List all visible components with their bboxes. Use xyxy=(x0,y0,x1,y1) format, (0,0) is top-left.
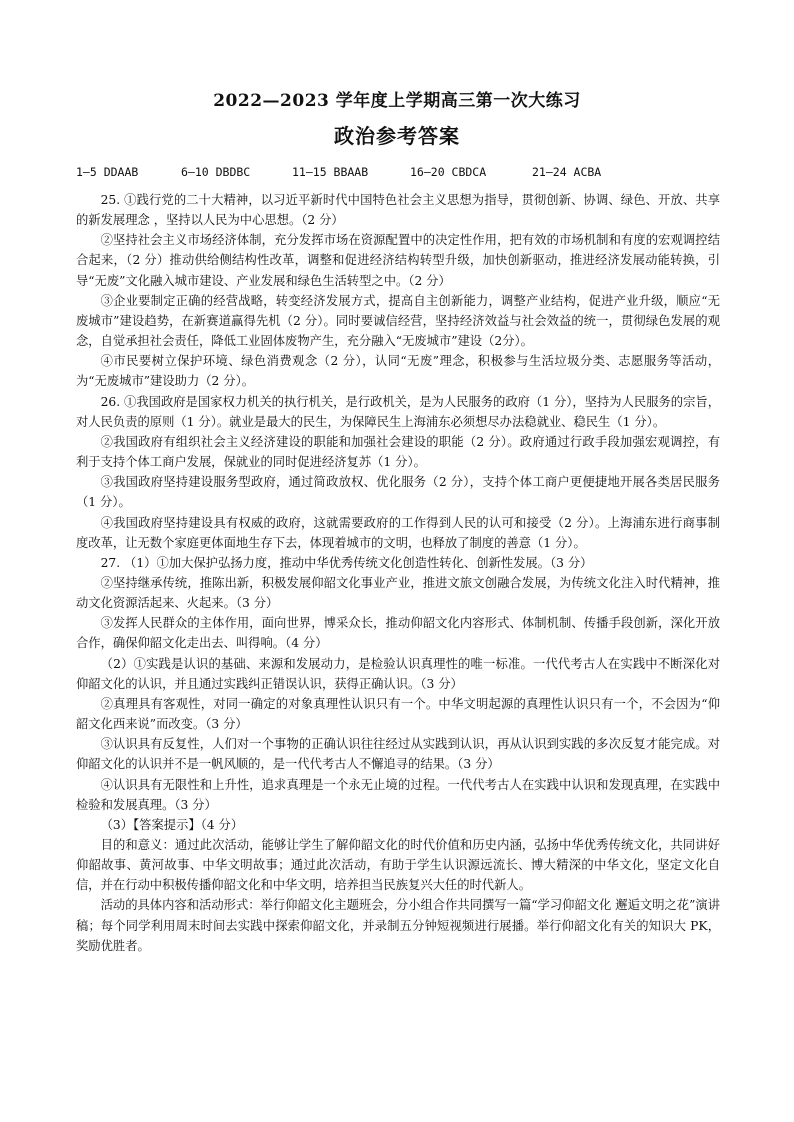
mc-group-1: 1–5 DDAAB xyxy=(76,165,139,179)
q27-2-point-4: ④认识具有无限性和上升性，追求真理是一个永无止境的过程。一代代考古人在实践中认识和发现真理，在实践中检验和发展真理。（3 分） xyxy=(76,777,720,812)
q27-3-heading: （3）【答案提示】（4 分） xyxy=(100,817,244,832)
page-subtitle: 政治参考答案 xyxy=(334,124,460,148)
q27-3-activity: 活动的具体内容和活动形式：举行仰韶文化主题班会，分小组合作共同撰写一篇“学习仰韶文化 邂逅文明之花”演讲稿；每个同学利用周末时间去实践中探索仰韶文化，并录制五分钟短视频进行展播。举行仰韶文化有关的知识大 PK，奖励优胜者。 xyxy=(76,898,720,953)
q27-2-point-1: （2）①实践是认识的基础、来源和发展动力，是检验认识真理性的唯一标准。一代代考古人在实践中不断深化对仰韶文化的认识，并且通过实践纠正错误认识，获得正确认识。（3 分） xyxy=(76,656,720,691)
page-title: 2022—2023 学年度上学期高三第一次大练习 xyxy=(213,91,581,111)
mc-group-5: 21–24 ACBA xyxy=(532,165,602,179)
q27-2-point-2: ②真理具有客观性，对同一确定的对象真理性认识只有一个。中华文明起源的真理性认识只有一个，不会因为“仰韶文化西来说”而改变。（3 分） xyxy=(76,696,720,732)
mc-group-4: 16–20 CBDCA xyxy=(410,165,487,179)
answer-body xyxy=(76,190,720,956)
q25-point-3: ③企业要制定正确的经营战略，转变经济发展方式，提高自主创新能力，调整产业结构，促进产业升级，顺应“无废城市”建设趋势，在新赛道赢得先机（2 分）。同时要诚信经营，坚持经济效益与社会效益的统一，贯彻绿色发展的观念，自觉承担社会责任，降低工业固体废物产生，充分融入“无废城市”建设（2分）。 xyxy=(76,293,720,349)
q27-1-point-2: ②坚持继承传统，推陈出新，积极发展仰韶文化事业产业，推进文旅文创融合发展，为传统文化注入时代精神，推动文化资源活起来、火起来。（3 分） xyxy=(76,575,720,611)
q26-point-1: 26. ①我国政府是国家权力机关的执行机关，是行政机关，是为人民服务的政府（1 分），坚持为人民服务的宗旨，对人民负责的原则（1 分）。就业是最大的民生，为保障民生上海浦东必须想尽办法稳就业、稳民生（1 分）。 xyxy=(76,394,720,429)
q27-3-purpose: 目的和意义：通过此次活动，能够让学生了解仰韶文化的时代价值和历史内涵，弘扬中华优秀传统文化，共同讲好仰韶故事、黄河故事、中华文明故事；通过此次活动，有助于学生认识源远流长、博大精深的中华文化，坚定文化自信，并在行动中积极传播仰韶文化和中华文明，培养担当民族复兴大任的时代新人。 xyxy=(76,838,720,893)
q27-1-point-1: 27. （1）①加大保护弘扬力度，推动中华优秀传统文化创造性转化、创新性发展。（3 分） xyxy=(100,555,593,570)
q26-point-2: ②我国政府有组织社会主义经济建设的职能和加强社会建设的职能（2 分）。政府通过行政手段加强宏观调控，有利于支持个体工商户发展，保就业的同时促进经济复苏（1 分）。 xyxy=(76,434,720,470)
q27-2-point-3: ③认识具有反复性，人们对一个事物的正确认识往往经过从实践到认识，再从认识到实践的多次反复才能完成。对仰韶文化的认识并不是一帆风顺的，是一代代考古人不懈追寻的结果。（3 分） xyxy=(76,737,720,772)
mc-group-3: 11–15 BBAAB xyxy=(292,165,369,179)
q25-point-1: 25. ①践行党的二十大精神，以习近平新时代中国特色社会主义思想为指导，贯彻创新、协调、绿色、开放、共享的新发展理念 ，坚持以人民为中心思想。（2 分） xyxy=(76,193,720,228)
q26-point-4: ④我国政府坚持建设具有权威的政府，这就需要政府的工作得到人民的认可和接受（2 分）。上海浦东进行商事制度改革，让无数个家庭更体面地生存下去，体现着城市的文明，也释放了制度的善意（1 分）。 xyxy=(76,515,720,550)
mc-group-2: 6–10 DBDBC xyxy=(181,165,251,179)
q26-point-3: ③我国政府坚持建设服务型政府，通过简政放权、优化服务（2 分），支持个体工商户更便捷地开展各类居民服务（1 分）。 xyxy=(76,475,720,510)
q27-1-point-3: ③发挥人民群众的主体作用，面向世界，博采众长，推动仰韶文化内容形式、体制机制、传播手段创新，深化开放合作，确保仰韶文化走出去、叫得响。（4 分） xyxy=(76,616,720,651)
q25-point-4: ④市民要树立保护环境、绿色消费观念（2 分），认同“无废”理念，积极参与生活垃圾分类、志愿服务等活动，为“无废城市”建设助力（2 分）。 xyxy=(76,354,720,389)
q25-point-2: ②坚持社会主义市场经济体制，充分发挥市场在资源配置中的决定性作用，把有效的市场机制和有度的宏观调控结合起来，（2 分）推动供给侧结构性改革，调整和促进经济结构转型升级，加快创新驱动，推进经济发展动能转换，引导“无废”文化融入城市建设、产业发展和绿色生活转型之中。（2 分） xyxy=(76,233,720,288)
